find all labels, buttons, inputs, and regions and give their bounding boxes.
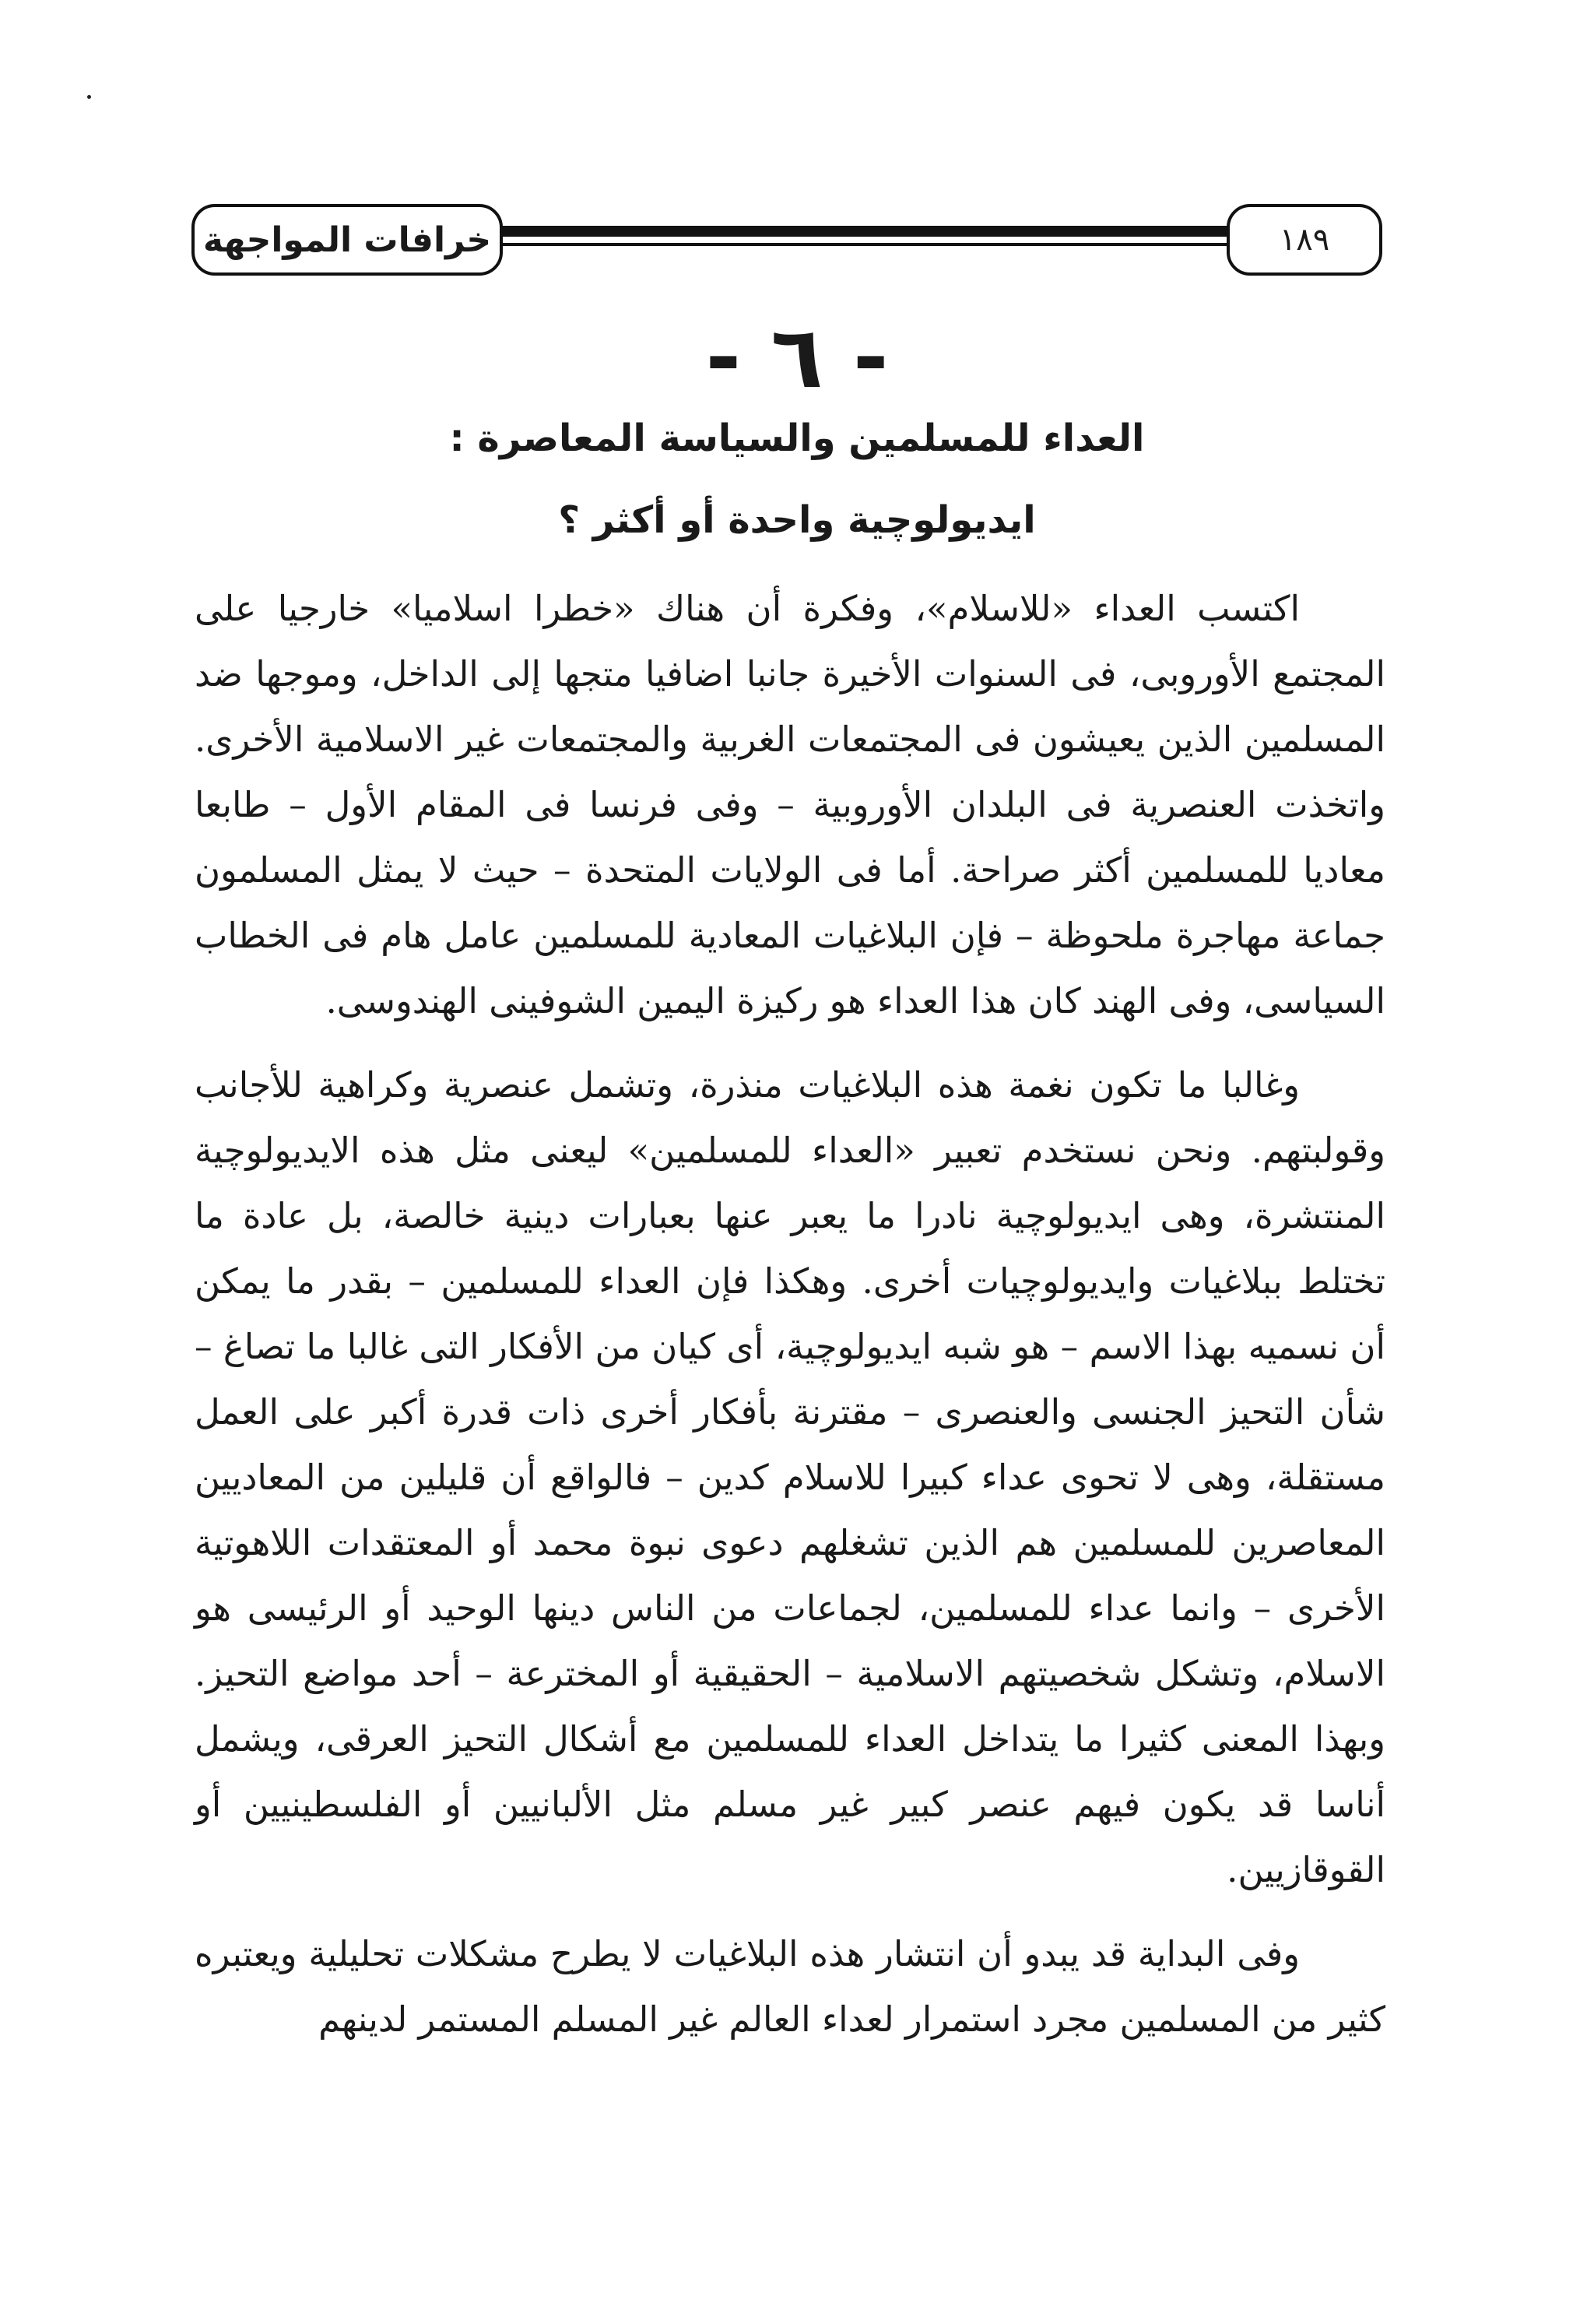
scan-speck xyxy=(87,95,91,99)
header-thick-rule xyxy=(487,226,1242,237)
chapter-heading-line-1: العداء للمسلمين والسياسة المعاصرة : xyxy=(449,417,1145,460)
page-number: ١٨٩ xyxy=(1227,204,1382,276)
paragraph-2: وغالبا ما تكون نغمة هذه البلاغيات منذرة، وتشمل عنصرية وكراهية للأجانب وقولبتهم. ونحن نستخدم تعبير «العداء للمسلمين» ليعنى مثل هذه الايديولوچية المنتشرة، وهى ايديولوچية نادرا ما يعبر عنها بعبارات دينية خالصة، بل عادة ما تختلط ببلاغيات وايديولوچيات أخرى. وهكذا فإن العداء للمسلمين – بقدر ما يمكن أن نسميه بهذا الاسم – هو شبه ايديولوچية، أى كيان من الأفكار التى غالبا ما تصاغ – شأن التحيز الجنسى والعنصرى – مقترنة بأفكار أخرى ذات قدرة أكبر على العمل مستقلة، وهى لا تحوى عداء كبيرا للاسلام كدين – فالواقع أن قليلين من المعاديين المعاصرين للمسلمين هم الذين تشغلهم دعوى نبوة محمد أو المعتقدات اللاهوتية الأخرى – وانما عداء للمسلمين، لجماعات من الناس دينها الوحيد أو الرئيسى هو الاسلام، وتشكل شخصيتهم الاسلامية – الحقيقية أو المخترعة – أحد مواضع التحيز. وبهذا المعنى كثيرا ما يتداخل العداء للمسلمين مع أشكال التحيز العرقى، ويشمل أناسا قد يكون فيهم عنصر كبير غير مسلم مثل الألبانيين أو الفلسطينيين أو القوقازيين. xyxy=(195,1064,1385,1890)
running-title: خرافات المواجهة xyxy=(191,204,503,276)
chapter-heading-line-2: ايديولوچية واحدة أو أكثر ؟ xyxy=(558,498,1036,542)
body-text xyxy=(195,576,1385,2052)
chapter-number: - ٦ - xyxy=(705,308,889,407)
paragraph-3: وفى البداية قد يبدو أن انتشار هذه البلاغيات لا يطرح مشكلات تحليلية ويعتبره كثير من المسلمين مجرد استمرار لعداء العالم غير المسلم المستمر لدينهم xyxy=(195,1933,1385,2040)
paragraph-1: اكتسب العداء «للاسلام»، وفكرة أن هناك «خطرا اسلاميا» خارجيا على المجتمع الأوروبى، فى السنوات الأخيرة جانبا اضافيا متجها إلى الداخل، وموجها ضد المسلمين الذين يعيشون فى المجتمعات الغربية والمجتمعات غير الاسلامية الأخرى. واتخذت العنصرية فى البلدان الأوروبية – وفى فرنسا فى المقام الأول – طابعا معاديا للمسلمين أكثر صراحة. أما فى الولايات المتحدة – حيث لا يمثل المسلمون جماعة مهاجرة ملحوظة – فإن البلاغيات المعادية للمسلمين عامل هام فى الخطاب السياسى، وفى الهند كان هذا العداء هو ركيزة اليمين الشوفينى الهندوسى. xyxy=(195,588,1385,1021)
header-thin-rule xyxy=(487,243,1242,246)
running-header xyxy=(191,204,1382,279)
